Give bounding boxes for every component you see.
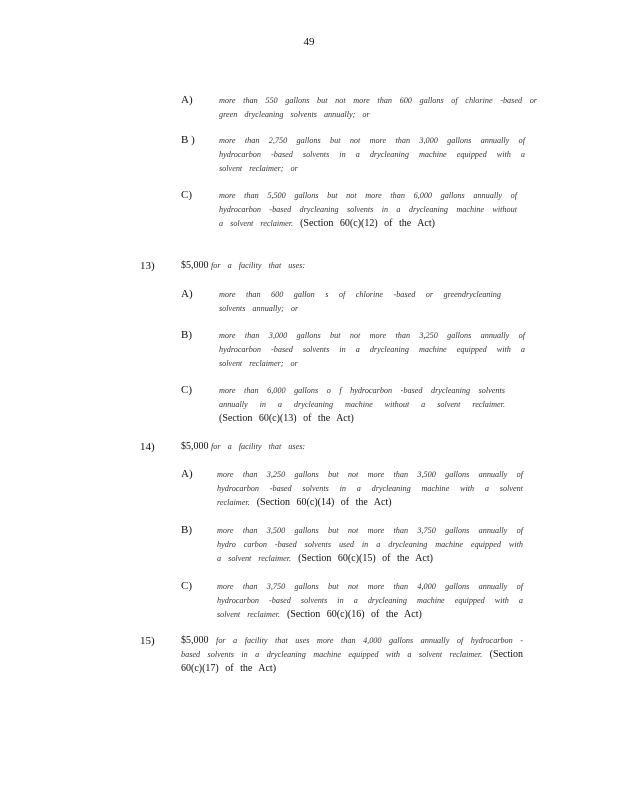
item14-B-citation: (Section 60(c)(15) of the Act) bbox=[298, 553, 433, 564]
item13-C-body: more than 6,000 gallons o f hydrocarbon -based drycleaning solvents annually in a drycleaning machine without a solvent reclaimer. bbox=[219, 386, 505, 409]
item12-A-body: more than 550 gallons but not more than 600 gallons of chlorine -based or green drycleaning solvents annually; or bbox=[219, 96, 537, 119]
item12-C-label: C) bbox=[181, 189, 192, 201]
item14-A-body: more than 3,250 gallons but not more than 3,500 gallons annually of hydrocarbon -based solvents in a drycleaning machine with a solvent reclaimer. bbox=[217, 470, 523, 507]
item15-text bbox=[181, 634, 523, 676]
item14-amount: $5,000 bbox=[181, 441, 209, 452]
item15-number: 15) bbox=[140, 635, 155, 647]
item12-A-text bbox=[219, 94, 537, 122]
item13-A-label: A) bbox=[181, 288, 193, 300]
item13-A-body: more than 600 gallon s of chlorine -based or greendrycleaning solvents annually; or bbox=[219, 290, 501, 313]
item14-C-text bbox=[217, 580, 523, 622]
item14-number: 14) bbox=[140, 441, 155, 453]
item12-B-text bbox=[219, 134, 525, 176]
item13-amount: $5,000 bbox=[181, 260, 209, 271]
item12-B-body: more than 2,750 gallons but not more than 3,000 gallons annually of hydrocarbon -based solvents in a drycleaning machine equipped with a solvent reclaimer; or bbox=[219, 136, 525, 173]
item14-C-citation: (Section 60(c)(16) of the Act) bbox=[286, 609, 422, 620]
item13-A-text bbox=[219, 288, 501, 316]
item13-C-text bbox=[219, 384, 505, 426]
item14-A-text bbox=[217, 468, 523, 510]
item14-B-text bbox=[217, 524, 523, 566]
item14-B-label: B) bbox=[181, 524, 192, 536]
item13-lead-text: for a facility that uses: bbox=[211, 261, 306, 270]
item13-C-label: C) bbox=[181, 384, 192, 396]
item13-lead bbox=[181, 259, 305, 273]
item13-B-label: B) bbox=[181, 329, 192, 341]
item13-number: 13) bbox=[140, 260, 155, 272]
item13-B-text bbox=[219, 329, 525, 371]
item14-A-label: A) bbox=[181, 468, 193, 480]
item15-citation: (Section 60(c)(17) of the Act) bbox=[181, 649, 523, 674]
item15-body: for a facility that uses more than 4,000 gallons annually of hydrocarbon -based solvents in a drycleaning machine equipped with a solvent reclaimer. bbox=[181, 636, 524, 659]
item13-B-body: more than 3,000 gallons but not more than 3,250 gallons annually of hydrocarbon -based solvents in a drycleaning machine equipped with a solvent reclaimer; or bbox=[219, 331, 525, 368]
item14-C-label: C) bbox=[181, 580, 192, 592]
item14-lead bbox=[181, 440, 305, 454]
item14-lead-text: for a facility that uses: bbox=[211, 442, 306, 451]
item14-C-body: more than 3,750 gallons but not more than 4,000 gallons annually of hydrocarbon -based solvents in a drycleaning machine equipped with a solvent reclaimer. bbox=[217, 582, 523, 619]
item12-C-body: more than 5,500 gallons but not more than 6,000 gallons annually of hydrocarbon -based drycleaning solvents in a drycleaning machine without a solvent reclaimer. bbox=[219, 191, 517, 228]
item12-A-label: A) bbox=[181, 94, 193, 106]
item12-B-label: B ) bbox=[181, 134, 195, 146]
item15-amount: $5,000 bbox=[181, 635, 209, 646]
page-number: 49 bbox=[303, 36, 315, 48]
item12-C-citation: (Section 60(c)(12) of the Act) bbox=[300, 218, 435, 229]
item14-B-body: more than 3,500 gallons but not more than 3,750 gallons annually of hydro carbon -based solvents used in a drycleaning machine equipped with a solvent reclaimer. bbox=[217, 526, 523, 563]
item12-C-text bbox=[219, 189, 517, 231]
item13-C-citation: (Section 60(c)(13) of the Act) bbox=[219, 413, 354, 424]
item14-A-citation: (Section 60(c)(14) of the Act) bbox=[256, 497, 392, 508]
